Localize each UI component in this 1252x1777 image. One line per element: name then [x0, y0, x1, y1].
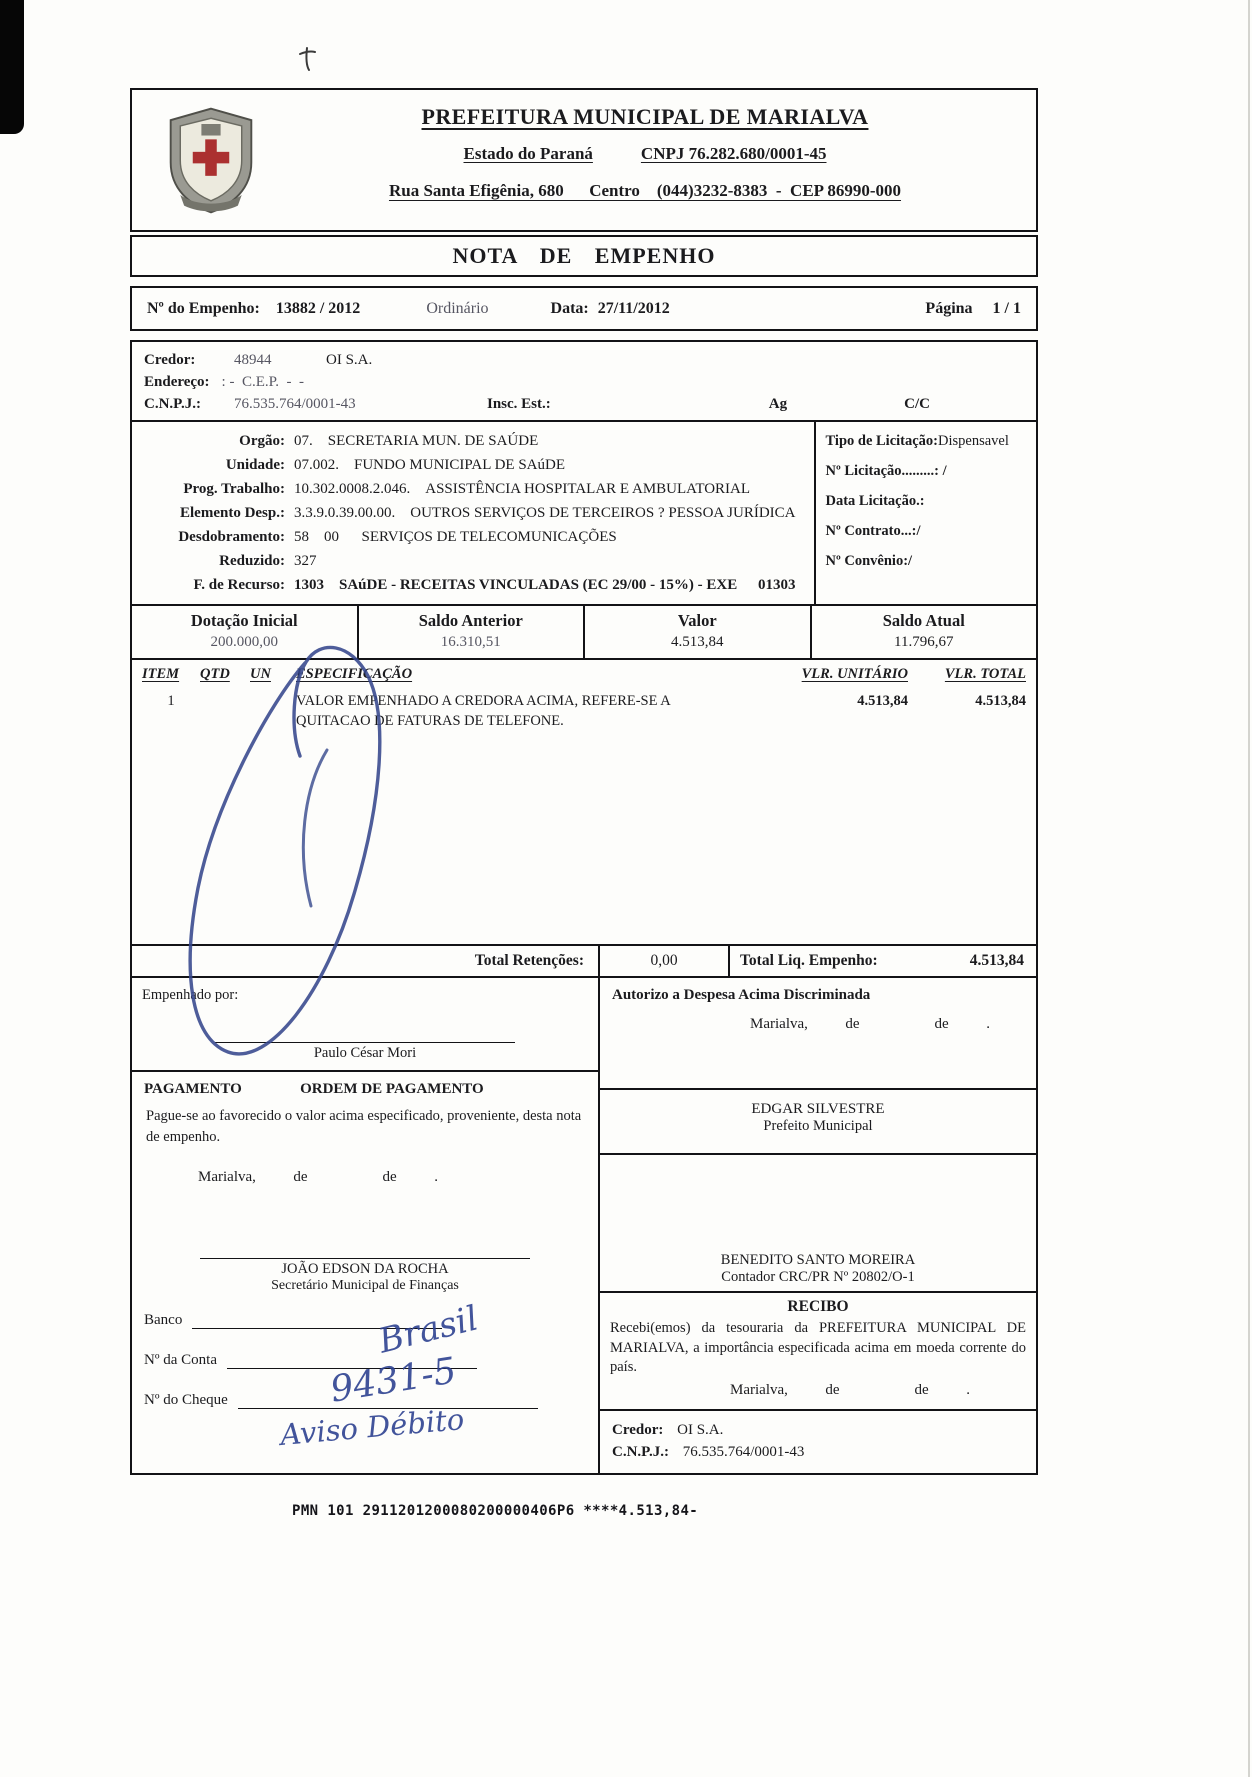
saldo-anterior-value: 16.310,51: [440, 634, 501, 651]
city-date-line-right1: Marialva, de de .: [750, 1016, 990, 1033]
elemento-label: Elemento Desp.:: [180, 505, 285, 522]
totals-row: [132, 944, 1036, 978]
city-date-line-right2: Marialva, de de .: [730, 1381, 970, 1398]
nota-de-empenho-form: [130, 88, 1038, 1519]
un-col-header: UN: [250, 666, 271, 683]
credor-footer-label: Credor:: [612, 1421, 664, 1438]
ordem-pagamento-title: ORDEM DE PAGAMENTO: [300, 1081, 484, 1098]
credor-footer-value: OI S.A.: [677, 1421, 724, 1438]
autorizo-block: [600, 978, 1036, 1090]
endereco-label: Endereço:: [144, 373, 210, 390]
empenho-number-row: [130, 286, 1038, 331]
pagamento-header: [132, 1072, 598, 1102]
cnpj-row: [144, 394, 1024, 416]
secretario-financas-title: Secretário Municipal de Finanças: [271, 1277, 459, 1293]
saldo-anterior-cell: [359, 606, 586, 658]
contador-block: [600, 1155, 1036, 1293]
desdobramento-desc: 00 SERVIÇOS DE TELECOMUNICAÇÕES: [324, 529, 617, 546]
header-state: Estado do Paraná: [463, 144, 593, 163]
signature-paulo-cesar-mori: Paulo César Mori: [215, 1042, 515, 1062]
credor-row: [144, 350, 1024, 372]
recurso-label: F. de Recurso:: [193, 577, 285, 594]
credor-name: OI S.A.: [326, 352, 373, 368]
endereco-row: [144, 372, 1024, 394]
recurso-extra: 01303: [758, 577, 796, 594]
elemento-desp-row: [132, 501, 808, 525]
prefeito-name: EDGAR SILVESTRE: [751, 1101, 885, 1118]
scan-corner-artifact: [0, 0, 24, 134]
saldo-atual-cell: [812, 606, 1037, 658]
tipo-licitacao-value: Dispensavel: [938, 433, 1009, 450]
total-liq-label: Total Liq. Empenho:: [740, 952, 878, 970]
header-cnpj: CNPJ 76.282.680/0001-45: [640, 144, 827, 163]
reduzido-row: [132, 549, 808, 573]
valor-value: 4.513,84: [671, 634, 724, 651]
page-label: Página: [925, 299, 973, 317]
item-vlr-total: 4.513,84: [975, 693, 1026, 710]
pagamento-title: PAGAMENTO: [144, 1081, 242, 1098]
item-especificacao: VALOR EMPENHADO A CREDORA ACIMA, REFERE-SE A QUITACAO DE FATURAS DE TELEFONE.: [296, 693, 670, 729]
items-table-header: [132, 660, 1036, 686]
pague-se-text: Pague-se ao favorecido o valor acima especificado, proveniente, desta nota de empenho.: [146, 1108, 582, 1145]
numero-licitacao: Nº Licitação.........: /: [825, 463, 947, 480]
crest-icon: [163, 104, 259, 216]
prefeito-block: [600, 1090, 1036, 1155]
payment-column: [132, 978, 600, 1473]
desdobramento-code: 58: [294, 529, 309, 546]
orgao-code: 07.: [294, 433, 313, 450]
prog-trabalho-row: [132, 477, 808, 501]
item-row: [142, 692, 1026, 731]
recibo-block: [600, 1293, 1036, 1411]
saldo-atual-header: Saldo Atual: [882, 611, 965, 631]
cnpj-footer-row: [612, 1441, 1024, 1464]
item-number: 1: [167, 693, 175, 710]
empenhado-por-label: Empenhado por:: [142, 987, 239, 1004]
recibo-title: RECIBO: [787, 1298, 849, 1316]
prog-desc: ASSISTÊNCIA HOSPITALAR E AMBULATORIAL: [425, 481, 751, 498]
unidade-extra: [796, 453, 808, 477]
unidade-label: Unidade:: [225, 457, 285, 474]
signature-joao-edson-da-rocha: JOÃO EDSON DA ROCHA: [200, 1258, 530, 1278]
empenho-type: Ordinário: [426, 299, 489, 317]
recibo-text: Recebi(emos) da tesouraria da PREFEITURA MUNICIPAL DE MARIALVA, a importância especificada acima em moeda corrente do país.: [610, 1320, 1026, 1376]
licitacao-panel: [814, 422, 1037, 604]
recurso-desc: SAúDE - RECEITAS VINCULADAS (EC 29/00 - 15%) - EXE: [339, 577, 738, 594]
authorization-column: [600, 978, 1036, 1473]
items-area: [132, 686, 1036, 944]
orgao-extra: [796, 429, 808, 453]
page-indicator: [925, 300, 1021, 318]
pen-mark: [297, 45, 317, 78]
prog-extra: [796, 477, 808, 501]
orgao-section: [130, 420, 1038, 606]
banco-label: Banco: [144, 1311, 183, 1328]
signatures-section: [132, 978, 1036, 1473]
date-label: Data:: [550, 299, 589, 317]
especificacao-col-header: ESPECIFICAÇÃO: [296, 666, 413, 683]
city-date-line-left: Marialva, de de .: [198, 1168, 438, 1185]
item-col-header: ITEM: [142, 666, 180, 683]
dot-matrix-footer: PMN 101 2911201200080200000406P6 ****4.513,84-: [292, 1503, 699, 1520]
vlr-unitario-col-header: VLR. UNITÁRIO: [801, 666, 908, 683]
unidade-code: 07.002.: [294, 457, 339, 474]
item-vlr-unitario: 4.513,84: [857, 693, 908, 710]
valores-table: [130, 606, 1038, 660]
elemento-code: 3.3.9.0.39.00.00.: [294, 505, 396, 522]
elemento-desc: OUTROS SERVIÇOS DE TERCEIROS ? PESSOA JURÍDICA: [410, 505, 796, 522]
items-and-signatures-section: [130, 660, 1038, 1475]
desdobramento-label: Desdobramento:: [178, 529, 285, 546]
tipo-licitacao-label: Tipo de Licitação:: [825, 433, 939, 450]
handwriting-cheque: Aviso Débito: [278, 1402, 466, 1453]
header-title: PREFEITURA MUNICIPAL DE MARIALVA: [421, 104, 869, 129]
desdobramento-extra: [796, 525, 808, 549]
valor-cell: [585, 606, 812, 658]
qtd-col-header: QTD: [200, 666, 230, 683]
dotacao-inicial-cell: [132, 606, 359, 658]
prog-label: Prog. Trabalho:: [183, 481, 285, 498]
municipal-crest-logo: [132, 90, 290, 230]
contador-title: Contador CRC/PR Nº 20802/O-1: [721, 1269, 915, 1286]
desdobramento-row: [132, 525, 808, 549]
fonte-recurso-row: [132, 573, 808, 597]
dotacao-inicial-value: 200.000,00: [210, 634, 278, 651]
recurso-code: 1303: [294, 577, 324, 594]
handwriting-conta: 9431-5: [327, 1350, 460, 1411]
unidade-row: [132, 453, 808, 477]
handwriting-banco: Brasil: [374, 1298, 483, 1362]
credor-code: 48944: [234, 352, 272, 368]
cnpj-footer-value: 76.535.764/0001-43: [682, 1444, 805, 1461]
elemento-extra: [796, 501, 808, 525]
header-titles: [290, 90, 1036, 230]
page-value: 1 / 1: [992, 299, 1021, 317]
item-un: [250, 692, 296, 731]
cnpj-label: C.N.P.J.:: [144, 395, 201, 412]
total-retencoes-label: Total Retenções:: [132, 946, 600, 976]
valor-header: Valor: [677, 611, 717, 631]
reduzido-extra: [796, 549, 808, 573]
orgao-row: [132, 429, 808, 453]
dotacao-inicial-header: Dotação Inicial: [190, 611, 298, 631]
header-address: Rua Santa Efigênia, 680 Centro (044)3232-8383 - CEP 86990-000: [388, 181, 902, 200]
contador-name: BENEDITO SANTO MOREIRA: [720, 1252, 916, 1269]
orgao-desc: SECRETARIA MUN. DE SAÚDE: [327, 433, 539, 450]
cnpj-value: 76.535.764/0001-43: [234, 395, 356, 412]
credor-label: Credor:: [144, 352, 196, 368]
numero-convenio: Nº Convênio:/: [825, 553, 913, 570]
prog-code: 10.302.0008.2.046.: [294, 481, 411, 498]
empenho-label: Nº do Empenho:: [147, 299, 260, 317]
vlr-total-col-header: VLR. TOTAL: [944, 666, 1026, 683]
reduzido-label: Reduzido:: [219, 553, 285, 570]
empenho-number: 13882 / 2012: [275, 299, 361, 317]
numero-contrato: Nº Contrato...:/: [825, 523, 921, 540]
ag-label: Ag: [768, 395, 788, 412]
saldo-atual-value: 11.796,67: [894, 634, 954, 651]
credor-footer-row: [612, 1419, 1024, 1442]
total-retencoes-value: 0,00: [600, 946, 730, 976]
credor-section: [130, 340, 1038, 420]
insc-est-label: Insc. Est.:: [487, 395, 551, 412]
cnpj-footer-label: C.N.P.J.:: [612, 1444, 669, 1461]
total-liq-value: 4.513,84: [969, 952, 1024, 970]
autorizo-title: Autorizo a Despesa Acima Discriminada: [612, 987, 871, 1004]
document-title: NOTA DE EMPENHO: [130, 235, 1038, 277]
date-value: 27/11/2012: [597, 299, 670, 317]
unidade-desc: FUNDO MUNICIPAL DE SAúDE: [354, 457, 565, 474]
scan-edge-artifact: [1248, 0, 1250, 1777]
credor-footer-block: [600, 1411, 1036, 1472]
cheque-label: Nº do Cheque: [144, 1391, 228, 1408]
banco-field: [144, 1312, 598, 1329]
data-licitacao: Data Licitação.:: [825, 493, 925, 510]
orgao-details: [132, 422, 814, 604]
prefeito-title: Prefeito Municipal: [763, 1118, 873, 1135]
header-line2: [290, 144, 1000, 164]
saldo-anterior-header: Saldo Anterior: [418, 611, 523, 631]
item-qtd: [200, 692, 250, 731]
tipo-licitacao: [826, 433, 1027, 450]
endereco-value: : - C.E.P. - -: [221, 373, 305, 390]
conta-label: Nº da Conta: [144, 1351, 217, 1368]
cc-label: C/C: [904, 395, 930, 412]
reduzido-code: 327: [294, 553, 317, 570]
orgao-label: Orgão:: [239, 433, 285, 450]
document-header: [130, 88, 1038, 232]
